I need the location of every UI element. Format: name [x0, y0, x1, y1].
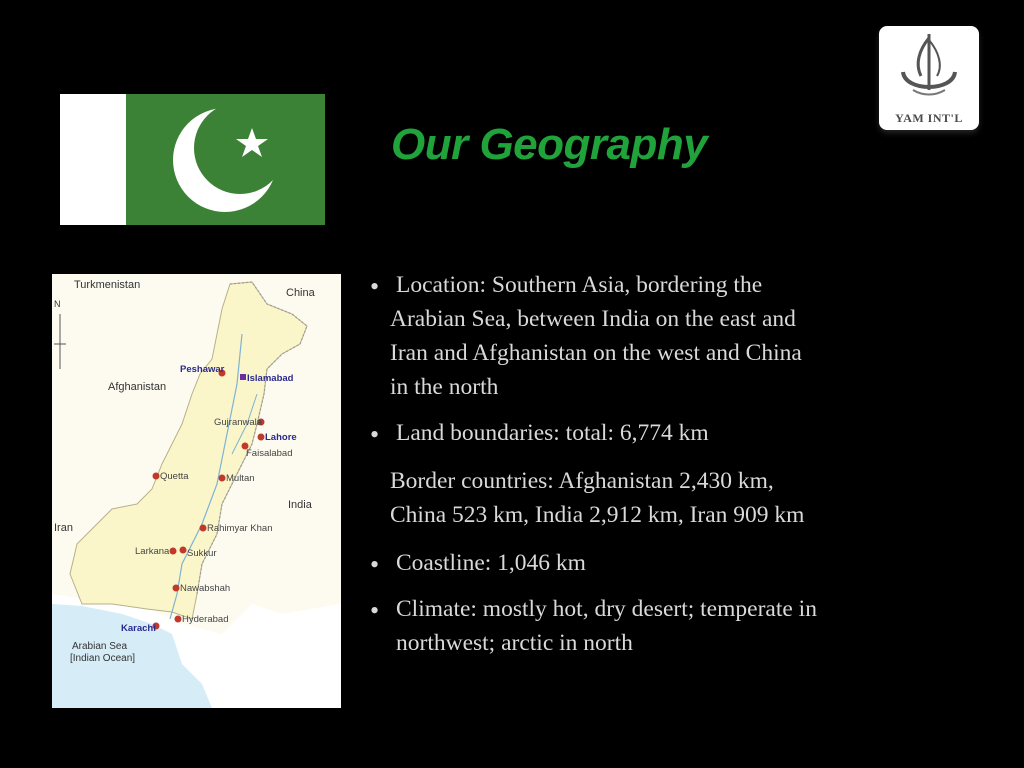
map-label-city: Larkana: [135, 546, 170, 557]
map-label-city: Faisalabad: [246, 448, 293, 459]
list-item: [368, 416, 928, 450]
bullet-icon: •: [370, 272, 380, 301]
sub-item-text: China 523 km, India 2,912 km, Iran 909 km: [390, 502, 805, 528]
map-label-city: Nawabshah: [180, 583, 231, 594]
logo-text: YAM INT'L: [895, 111, 963, 125]
pakistan-flag: [60, 94, 325, 225]
company-logo: [879, 26, 979, 130]
map-label-country: Iran: [54, 522, 73, 534]
map-label-country: Turkmenistan: [74, 279, 141, 291]
map-label-country: Afghanistan: [108, 381, 167, 393]
bullet-text: Coastline: 1,046 km: [396, 550, 586, 576]
map-label-city: Hyderabad: [182, 614, 229, 625]
map-label-city: Peshawar: [180, 364, 225, 375]
list-item-continuation: in the north: [390, 374, 499, 400]
list-item-continuation: northwest; arctic in north: [396, 630, 633, 656]
list-item-continuation: Iran and Afghanistan on the west and China: [390, 340, 802, 366]
map-label-sea: [Indian Ocean]: [70, 653, 136, 664]
map-label-city: Karachi: [121, 623, 156, 634]
map-label-city: Quetta: [160, 471, 189, 482]
bullet-text: Climate: mostly hot, dry desert; temperate in: [396, 596, 817, 622]
bullet-icon: •: [370, 596, 380, 625]
map-label-country: India: [288, 499, 312, 511]
bullet-text: Location: Southern Asia, bordering the: [396, 272, 763, 298]
pakistan-map: [52, 274, 341, 708]
map-label-city: Lahore: [265, 432, 297, 443]
list-item: [368, 546, 928, 580]
list-item: [368, 268, 928, 302]
map-label-city: Gujranwala: [214, 417, 263, 428]
crescent-star-flag-icon: [60, 94, 325, 225]
anchor-sail-icon: [893, 30, 965, 102]
bullet-icon: •: [370, 550, 380, 579]
map-label-city: Multan: [226, 473, 255, 484]
bullet-icon: •: [370, 420, 380, 449]
map-label-country: China: [286, 287, 315, 299]
content-list: [368, 268, 928, 660]
map-label-sea: Arabian Sea: [72, 641, 128, 652]
map-label-city: Islamabad: [247, 373, 294, 384]
compass-label: N: [54, 299, 61, 309]
list-item-continuation: Arabian Sea, between India on the east and: [390, 306, 796, 332]
list-item: [368, 592, 928, 626]
map-label-city: Rahimyar Khan: [207, 523, 273, 534]
page-title: Our Geography: [391, 120, 708, 169]
map-label-city: Sukkur: [187, 548, 217, 559]
sub-item-text: Border countries: Afghanistan 2,430 km,: [390, 468, 774, 494]
bullet-text: Land boundaries: total: 6,774 km: [396, 420, 709, 446]
